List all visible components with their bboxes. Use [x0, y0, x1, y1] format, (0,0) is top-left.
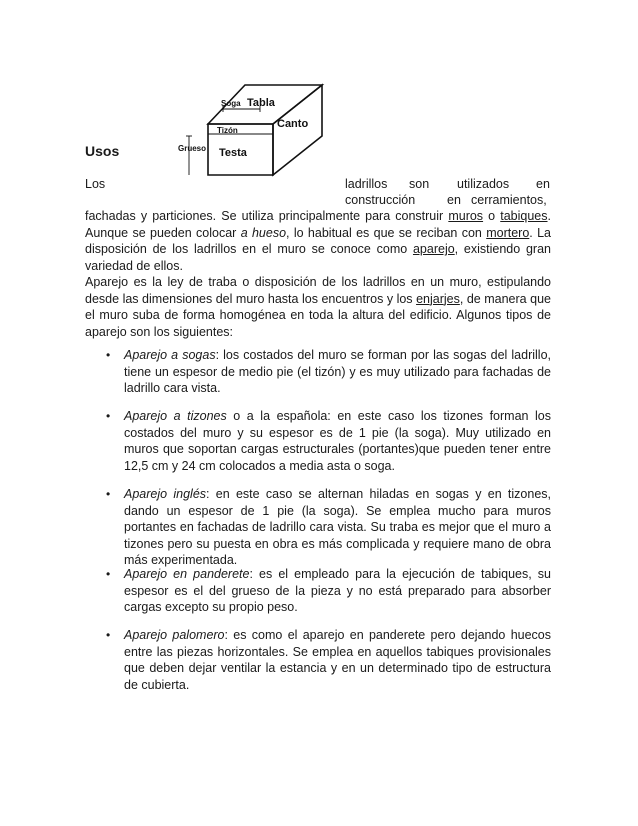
bullet-desc: : los costados del muro se forman por las sogas del ladrillo, tiene un espesor de medio pie (el tizón) y es muy utilizado para fachadas de ladrillo cara vista. [124, 348, 551, 395]
text-run: , existiendo gran variedad de ellos. [85, 242, 551, 273]
brick-diagram [175, 80, 335, 180]
aparejo-paragraph [85, 274, 551, 340]
bullet-term: Aparejo inglés [124, 487, 207, 501]
label-soga: Soga [221, 99, 241, 108]
text-run: , lo habitual es que se reciban con [286, 225, 487, 240]
text-run: o [483, 209, 501, 223]
bullet-dot: • [106, 487, 111, 501]
intro-word-ladrillos: ladrillos [345, 177, 388, 191]
label-canto: Canto [277, 118, 309, 130]
link-aparejo[interactable]: aparejo [412, 242, 455, 256]
intro-word-son: son [409, 177, 430, 191]
intro-paragraph-body [85, 208, 551, 274]
bullet-desc: : es el empleado para la ejecución de tabiques, su espesor es el del grueso de la pieza y no está preparado para absorber cargas excepto su propio peso. [124, 567, 552, 614]
label-testa: Testa [219, 147, 247, 159]
intro-word-los: Los [85, 177, 106, 191]
list-item [124, 347, 551, 397]
link-mortero[interactable]: mortero [486, 225, 530, 240]
link-enjarjes[interactable]: enjarjes [416, 291, 460, 306]
list-item [124, 627, 551, 693]
intro-word-en-2: en [447, 193, 461, 207]
text-run: . Aunque se pueden colocar [85, 209, 551, 240]
bullet-term: Aparejo palomero [124, 628, 225, 642]
bullet-desc: : es como el aparejo en panderete pero dejando huecos entre las piezas horizontales. Se emplea en aquellos tabiques provisionales que deben dejar ventilar la estancia y en un determinado tipo de estructura de cubierta. [124, 628, 551, 692]
link-tabiques[interactable]: tabiques [500, 209, 548, 223]
bullet-term: Aparejo a sogas [124, 348, 216, 362]
label-grueso: Grueso [178, 144, 207, 153]
intro-word-construccion: construcción [345, 193, 416, 207]
link-muros[interactable]: muros [448, 209, 484, 223]
dimension-lines [186, 106, 273, 175]
bullet-desc: : en este caso se alternan hiladas en sogas y en tizones, dando un espesor de 1 pie (la soga). Se emplea mucho para muros portantes en fachadas de ladrillo cara vista. Su traba es mejor que el muro a tizones pero su puesta en obra es más complicada y requiere mano de obra más experimentada. [124, 487, 551, 567]
bullet-dot: • [106, 628, 111, 642]
label-tabla: Tabla [247, 97, 275, 109]
text-run: . La disposición de los ladrillos en el muro se conoce como [85, 225, 552, 256]
text-run: Aparejo es la ley de traba o disposición de los ladrillos en un muro, estipulando desde las dimensiones del muro hasta los encuentros y los [85, 275, 551, 306]
label-tizon: Tizón [217, 126, 238, 135]
list-item [124, 486, 551, 569]
bullet-term: Aparejo en panderete [124, 567, 250, 581]
section-heading: Usos [85, 143, 120, 159]
emphasis-a-hueso: a hueso [240, 225, 287, 240]
bullet-dot: • [106, 348, 111, 362]
intro-word-en: en [536, 177, 550, 191]
bullet-term: Aparejo a tizones [124, 409, 227, 423]
intro-word-cerramientos: cerramientos, [471, 193, 547, 207]
list-item [124, 566, 551, 616]
bullet-dot: • [106, 409, 111, 423]
text-run: fachadas y particiones. Se utiliza principalmente para construir [85, 209, 449, 223]
bullet-dot: • [106, 567, 111, 581]
text-run: , de manera que el muro suba de forma homogénea en toda la altura del edificio. Algunos tipos de aparejo son los siguientes: [85, 291, 551, 339]
intro-word-utilizados: utilizados [457, 177, 510, 191]
list-item [124, 408, 551, 474]
bullet-desc: o a la española: en este caso los tizones forman los costados del muro y su espesor es de 1 pie (la soga). Muy utilizado en muros que soportan cargas estructurales (portantes)que pueden tener entre 12,5 cm y 24 cm colocados a media asta o soga. [124, 409, 552, 473]
